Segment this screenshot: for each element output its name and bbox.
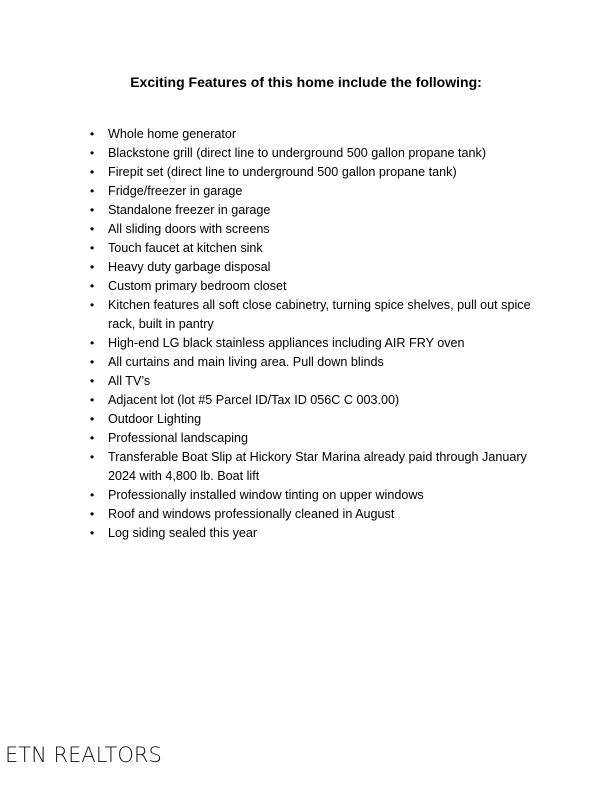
list-item-text: Adjacent lot (lot #5 Parcel ID/Tax ID 056C C 003.00) bbox=[108, 393, 400, 407]
list-item bbox=[90, 163, 548, 182]
list-item bbox=[90, 391, 548, 410]
bullet-icon: • bbox=[90, 526, 95, 540]
list-item-text: Log siding sealed this year bbox=[108, 526, 258, 540]
list-item-text: Professionally installed window tinting on upper windows bbox=[108, 488, 424, 502]
list-item bbox=[90, 486, 548, 505]
list-item bbox=[90, 448, 548, 486]
bullet-icon: • bbox=[90, 260, 95, 274]
bullet-icon: • bbox=[90, 165, 95, 179]
list-item bbox=[90, 524, 548, 543]
bullet-icon: • bbox=[90, 374, 95, 388]
list-item bbox=[90, 296, 548, 334]
list-item bbox=[90, 277, 548, 296]
bullet-icon: • bbox=[90, 336, 95, 350]
list-item bbox=[90, 125, 548, 144]
list-item-text: Custom primary bedroom closet bbox=[108, 279, 287, 293]
list-item-text: Heavy duty garbage disposal bbox=[108, 260, 271, 274]
list-item bbox=[90, 220, 548, 239]
list-item-text: Touch faucet at kitchen sink bbox=[108, 241, 263, 255]
list-item bbox=[90, 334, 548, 353]
list-item-text: Fridge/freezer in garage bbox=[108, 184, 243, 198]
list-item-text: Firepit set (direct line to underground 500 gallon propane tank) bbox=[108, 165, 457, 179]
bullet-icon: • bbox=[90, 412, 95, 426]
list-item-text: High-end LG black stainless appliances including AIR FRY oven bbox=[108, 336, 465, 350]
list-item bbox=[90, 182, 548, 201]
list-item bbox=[90, 410, 548, 429]
bullet-icon: • bbox=[90, 127, 95, 141]
bullet-icon: • bbox=[90, 393, 95, 407]
list-item-text: All sliding doors with screens bbox=[108, 222, 270, 236]
bullet-icon: • bbox=[90, 298, 95, 312]
bullet-icon: • bbox=[90, 146, 95, 160]
bullet-icon: • bbox=[90, 355, 95, 369]
bullet-icon: • bbox=[90, 507, 95, 521]
bullet-icon: • bbox=[90, 488, 95, 502]
bullet-icon: • bbox=[90, 431, 95, 445]
bullet-icon: • bbox=[90, 241, 95, 255]
list-item-text: Outdoor Lighting bbox=[108, 412, 202, 426]
brand-logo: ETN REALTORS bbox=[5, 743, 162, 767]
list-item-text: Roof and windows professionally cleaned in August bbox=[108, 507, 395, 521]
list-item-text: Kitchen features all soft close cabinetry, turning spice shelves, pull out spice rack, built in pantry bbox=[108, 298, 531, 331]
list-item bbox=[90, 372, 548, 391]
bullet-icon: • bbox=[90, 203, 95, 217]
list-item-text: Whole home generator bbox=[108, 127, 237, 141]
bullet-icon: • bbox=[90, 450, 95, 464]
page-title: Exciting Features of this home include the following: bbox=[130, 74, 482, 90]
list-item bbox=[90, 258, 548, 277]
list-item bbox=[90, 429, 548, 448]
list-item-text: All curtains and main living area. Pull down blinds bbox=[108, 355, 384, 369]
list-item-text: Standalone freezer in garage bbox=[108, 203, 271, 217]
bullet-icon: • bbox=[90, 222, 95, 236]
bullet-icon: • bbox=[90, 184, 95, 198]
list-item-text: All TV’s bbox=[108, 374, 151, 388]
list-item-text: Professional landscaping bbox=[108, 431, 249, 445]
list-item-text: Blackstone grill (direct line to underground 500 gallon propane tank) bbox=[108, 146, 487, 160]
list-item bbox=[90, 353, 548, 372]
list-item bbox=[90, 144, 548, 163]
list-item bbox=[90, 201, 548, 220]
bullet-icon: • bbox=[90, 279, 95, 293]
list-item bbox=[90, 239, 548, 258]
list-item bbox=[90, 505, 548, 524]
list-item-text: Transferable Boat Slip at Hickory Star Marina already paid through January 2024 with 4,800 lb. Boat lift bbox=[108, 450, 527, 483]
feature-list bbox=[90, 125, 548, 543]
